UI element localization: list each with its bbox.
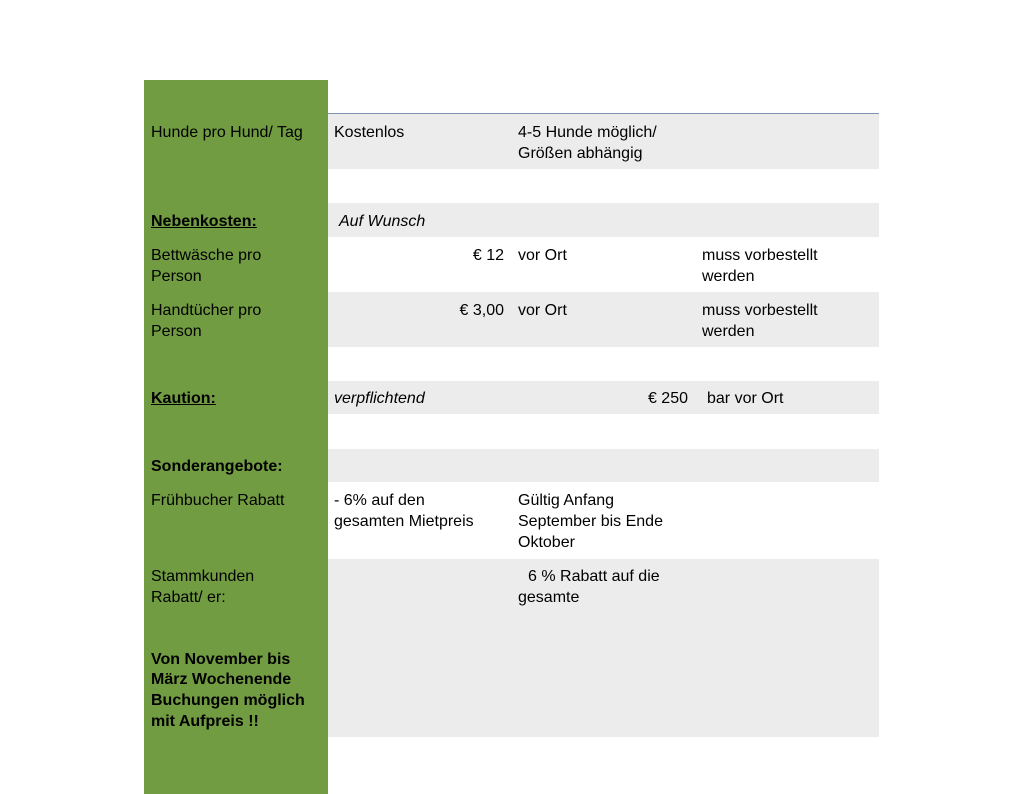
stammkunden-label-line2: Rabatt/ er: bbox=[151, 589, 226, 606]
nebenkosten-value: Auf Wunsch bbox=[339, 213, 426, 230]
winter-notice-line4: mit Aufpreis !! bbox=[151, 713, 259, 730]
handtuecher-label-line2: Person bbox=[151, 323, 202, 340]
kaution-heading: Kaution: bbox=[151, 390, 216, 407]
fruehbucher-label: Frühbucher Rabatt bbox=[151, 492, 285, 509]
stammkunden-note-line1: 6 % Rabatt auf die bbox=[528, 568, 660, 585]
handtuecher-where: vor Ort bbox=[518, 302, 567, 319]
bettwaesche-note-line2: werden bbox=[702, 268, 755, 285]
winter-notice-line3: Buchungen möglich bbox=[151, 692, 305, 709]
hunde-label: Hunde pro Hund/ Tag bbox=[151, 124, 303, 141]
handtuecher-label-line1: Handtücher pro bbox=[151, 302, 262, 319]
hunde-price: Kostenlos bbox=[334, 124, 405, 141]
row-band-sonderangebote bbox=[328, 449, 879, 482]
fruehbucher-note-line3: Oktober bbox=[518, 534, 575, 551]
winter-notice-line2: März Wochenende bbox=[151, 671, 292, 688]
handtuecher-price: € 3,00 bbox=[459, 302, 504, 319]
stammkunden-note-line2: gesamte bbox=[518, 589, 580, 606]
bettwaesche-note-line1: muss vorbestellt bbox=[702, 247, 818, 264]
fruehbucher-discount-line1: - 6% auf den bbox=[334, 492, 425, 509]
stammkunden-label-line1: Stammkunden bbox=[151, 568, 255, 585]
fruehbucher-note-line2: September bis Ende bbox=[518, 513, 663, 530]
kaution-value: verpflichtend bbox=[334, 390, 425, 407]
kaution-price: € 250 bbox=[647, 390, 688, 407]
fruehbucher-discount-line2: gesamten Mietpreis bbox=[334, 513, 474, 530]
hunde-note-line2: Größen abhängig bbox=[518, 145, 643, 162]
sonderangebote-heading: Sonderangebote: bbox=[151, 458, 283, 475]
bettwaesche-label-line2: Person bbox=[151, 268, 202, 285]
bettwaesche-label-line1: Bettwäsche pro bbox=[151, 247, 262, 264]
hunde-note-line1: 4-5 Hunde möglich/ bbox=[518, 124, 657, 141]
winter-notice-line1: Von November bis bbox=[151, 651, 291, 668]
kaution-where: bar vor Ort bbox=[707, 390, 784, 407]
handtuecher-note-line1: muss vorbestellt bbox=[702, 302, 818, 319]
handtuecher-note-line2: werden bbox=[702, 323, 755, 340]
bettwaesche-price: € 12 bbox=[472, 247, 504, 264]
fruehbucher-note-line1: Gültig Anfang bbox=[518, 492, 615, 509]
bettwaesche-where: vor Ort bbox=[518, 247, 567, 264]
nebenkosten-heading: Nebenkosten: bbox=[151, 213, 257, 230]
